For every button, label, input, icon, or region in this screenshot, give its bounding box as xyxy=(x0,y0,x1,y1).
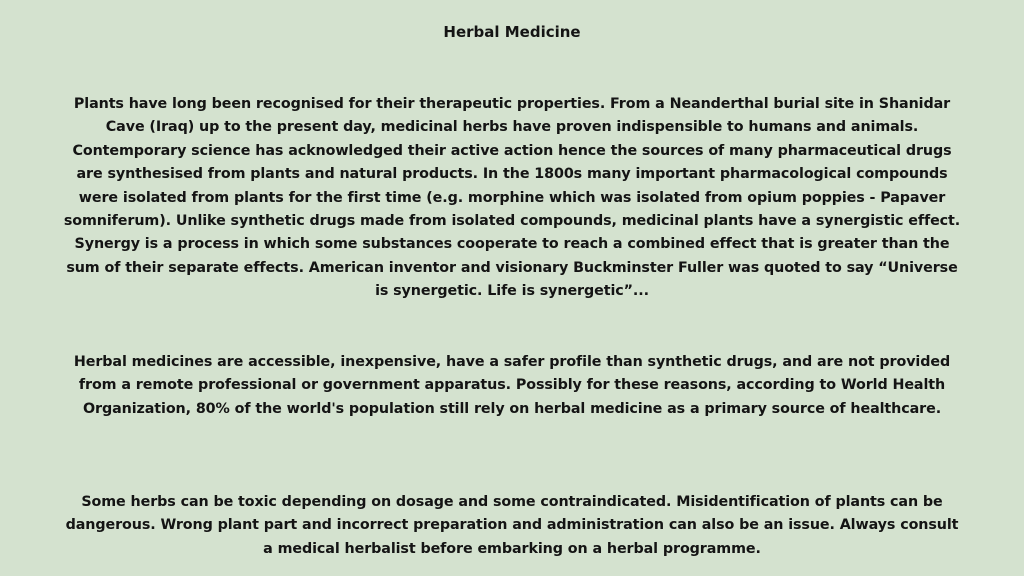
slide-title: Herbal Medicine xyxy=(443,23,581,41)
paragraph-therapeutic-history: Plants have long been recognised for their therapeutic properties. From a Neanderthal burial site in Shanidar Cave (Iraq) up to the present day, medicinal herbs have proven indispensible to humans and animals. Contemporary science has acknowledged their active action hence the sources of many pharmaceutical drugs are synthesised from plants and natural products. In the 1800s many important pharmacological compounds were isolated from plants for the first time (e.g. morphine which was isolated from opium poppies - Papaver somniferum). Unlike synthetic drugs made from isolated compounds, medicinal plants have a synergistic effect. Synergy is a process in which some substances cooperate to reach a combined effect that is greater than the sum of their separate effects. American inventor and visionary Buckminster Fuller was quoted to say “Universe is synergetic. Life is synergetic”... xyxy=(63,96,961,300)
paragraph-accessibility: Herbal medicines are accessible, inexpensive, have a safer profile than synthetic drugs, and are not provided from a remote professional or government apparatus. Possibly for these reasons, according to World Health Organization, 80% of the world's population still rely on herbal medicine as a primary source of healthcare. xyxy=(73,354,951,417)
paragraph-safety-warning: Some herbs can be toxic depending on dosage and some contraindicated. Misidentification of plants can be dangerous. Wrong plant part and incorrect preparation and administration can also be an issue. Always consult a medical herbalist before embarking on a herbal programme. xyxy=(65,494,959,557)
